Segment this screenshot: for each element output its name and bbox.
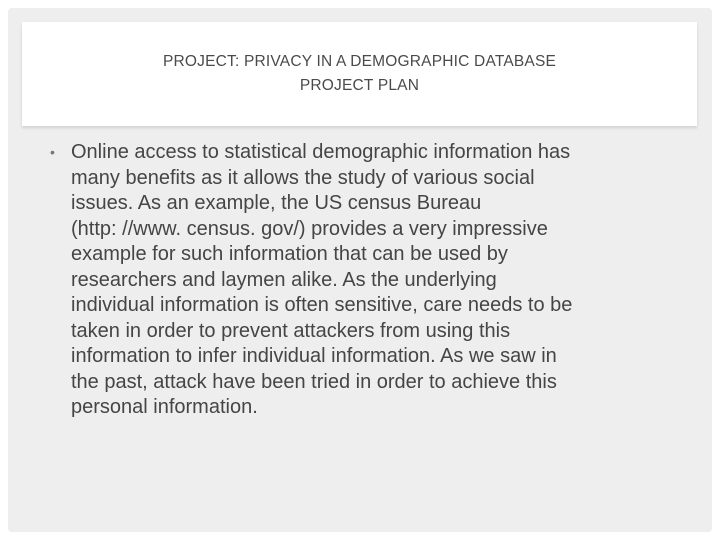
- title-box: [22, 22, 697, 126]
- slide: [8, 8, 712, 532]
- slide-subtitle: PROJECT PLAN: [299, 77, 420, 94]
- bullet-item: [50, 140, 690, 421]
- bullet-line: many benefits as it allows the study of various social: [71, 166, 535, 189]
- bullet-line: personal information.: [71, 396, 258, 418]
- bullet-line: example for such information that can be used by: [71, 243, 508, 265]
- bullet-line: researchers and laymen alike. As the underlying: [71, 268, 497, 291]
- bullet-line: taken in order to prevent attackers from using this: [71, 319, 511, 342]
- bullet-line: the past, attack have been tried in order to achieve this: [71, 370, 557, 393]
- bullet-line: (http: //www. census. gov/) provides a very impressive: [71, 217, 548, 240]
- bullet-line: individual information is often sensitive, care needs to be: [71, 294, 573, 316]
- slide-title: PROJECT: PRIVACY IN A DEMOGRAPHIC DATABASE: [162, 53, 557, 70]
- bullet-text: [71, 140, 690, 421]
- bullet-line: issues. As an example, the US census Bureau: [71, 192, 482, 214]
- bullet-icon: •: [50, 144, 55, 160]
- bullet-line: Online access to statistical demographic information has: [71, 141, 571, 163]
- bullet-line: information to infer individual information. As we saw in: [71, 345, 557, 367]
- slide-body: [50, 140, 690, 421]
